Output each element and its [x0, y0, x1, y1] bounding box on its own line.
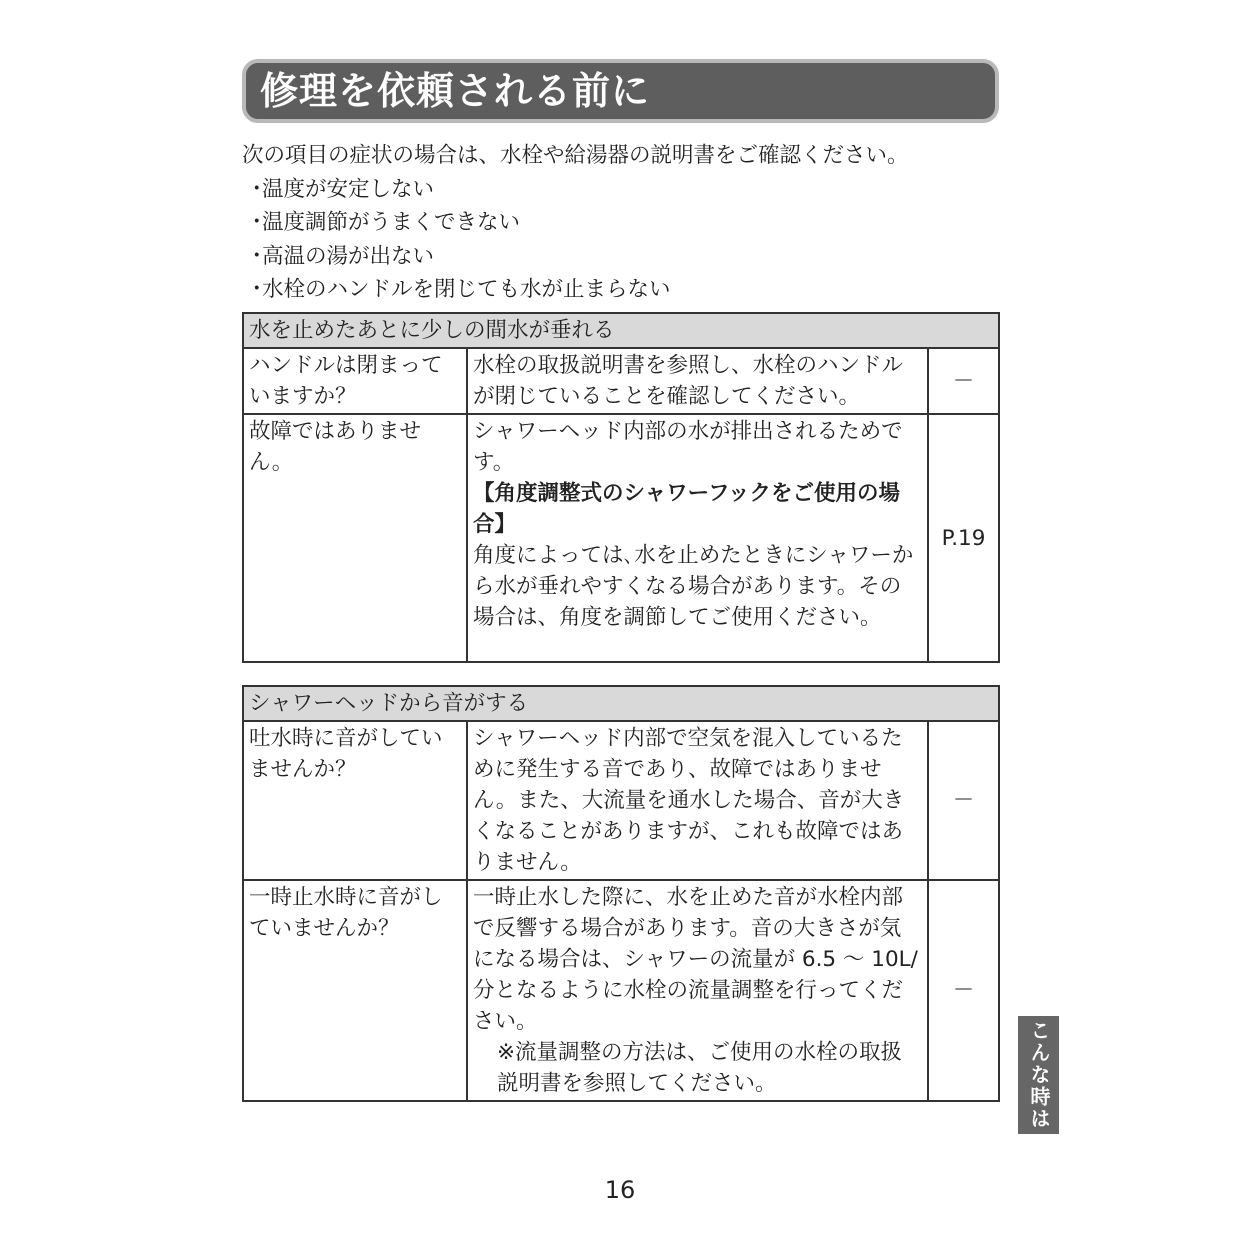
trouble-table-dripping — [242, 312, 1000, 663]
symptom-item: ・ 高温の湯が出ない — [242, 240, 1002, 274]
intro-section — [242, 139, 1002, 307]
side-tab: こんな時は — [1018, 1016, 1059, 1134]
trouble-table-noise — [242, 685, 1000, 1102]
symptom-list — [242, 173, 1002, 307]
remedy-cell — [467, 414, 928, 662]
remedy-body: 角度によっては､水を止めたときにシャワーから水が垂れやすくなる場合があります。その場合は、角度を調節してご使用ください。 — [473, 543, 914, 630]
page-title-bar — [242, 59, 999, 123]
intro-text: 次の項目の症状の場合は、水栓や給湯器の説明書をご確認ください。 — [242, 143, 909, 168]
remedy-cell — [467, 880, 928, 1101]
table-header: 水を止めたあとに少しの間水が垂れる — [243, 313, 999, 348]
reference-cell: － — [928, 721, 999, 880]
remedy-intro: シャワーヘッド内部の水が排出されるためです。 — [473, 419, 903, 475]
check-cell: 吐水時に音がしていませんか？ — [243, 721, 467, 880]
page-title: 修理を依頼される前に — [260, 69, 651, 113]
reference-cell: － — [928, 348, 999, 414]
table-header: シャワーヘッドから音がする — [243, 686, 999, 721]
symptom-item: ・ 温度が安定しない — [242, 173, 1002, 207]
page-number: 16 — [604, 1176, 636, 1204]
remedy-cell: 水栓の取扱説明書を参照し、水栓のハンドルが閉じていることを確認してください。 — [467, 348, 928, 414]
symptom-item: ・ 温度調節がうまくできない — [242, 206, 1002, 240]
symptom-item: ・ 水栓のハンドルを閉じても水が止まらない — [242, 273, 1002, 307]
check-cell: 故障ではありません。 — [243, 414, 467, 662]
reference-cell: P.19 — [928, 414, 999, 662]
remedy-text: 一時止水した際に、水を止めた音が水栓内部で反響する場合があります。音の大きさが気になる場合は、シャワーの流量が 6.5 ～ 10L/ 分となるように水栓の流量調整を行ってください。 — [473, 885, 918, 1034]
check-cell: ハンドルは閉まっていますか？ — [243, 348, 467, 414]
remedy-cell: シャワーヘッド内部で空気を混入しているために発生する音であり、故障ではありません。また、大流量を通水した場合、音が大きくなることがありますが、これも故障ではありません。 — [467, 721, 928, 880]
reference-cell: － — [928, 880, 999, 1101]
check-cell: 一時止水時に音がしていませんか？ — [243, 880, 467, 1101]
remedy-note: ※流量調整の方法は、ご使用の水栓の取扱説明書を参照してください。 — [497, 1040, 903, 1096]
remedy-heading: 【角度調整式のシャワーフックをご使用の場合】 — [473, 481, 900, 537]
